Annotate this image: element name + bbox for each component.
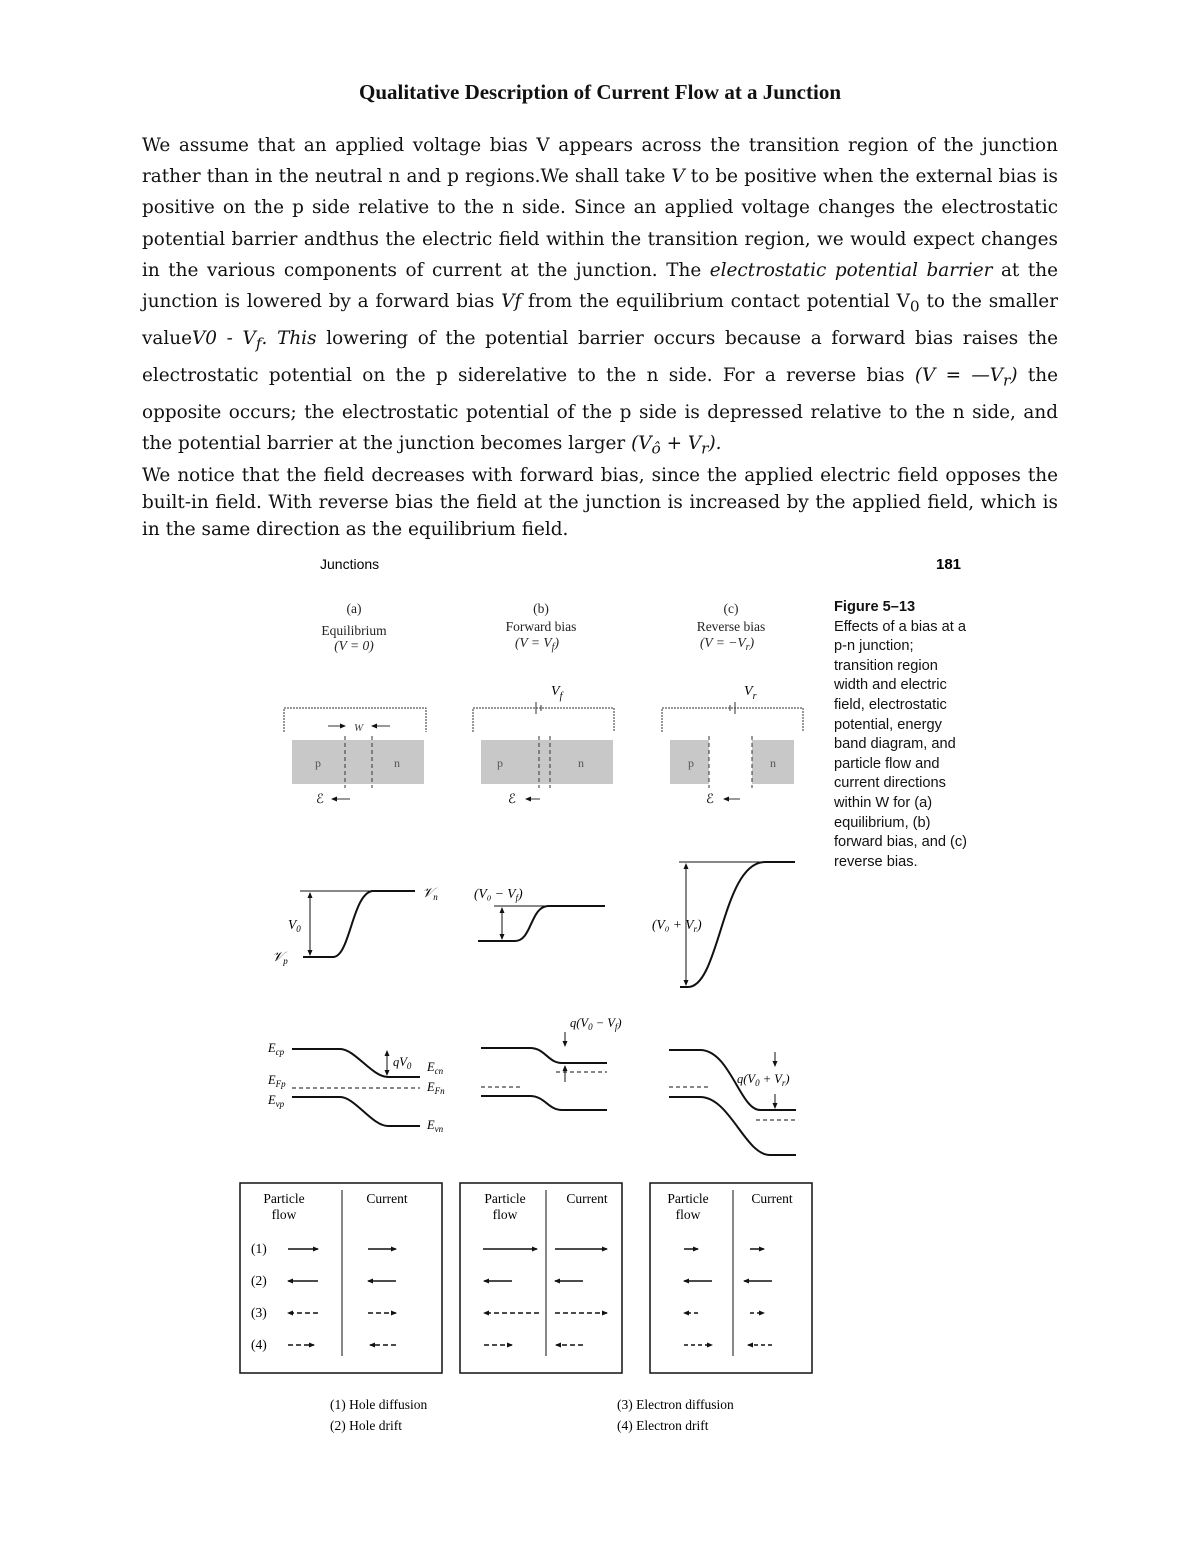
block-c-field-label: ℰ bbox=[706, 791, 714, 806]
panel-b-condition: $(V = V_f)$ bbox=[515, 635, 559, 653]
label-efp: $E_{Fp}$ bbox=[268, 1073, 286, 1089]
potential-curves bbox=[303, 862, 795, 987]
paragraph-1: We assume that an applied voltage bias V appears across the transition region of the junction rather than in the neutral n and p regions.We shall take V to be positive when the external bias is positive on the p side relative to the n side. Since an applied voltage changes the electrostatic potential barrier andthus the electric field within the transition region, we would expect changes in the various components of current at the junction. The electrostatic potential barrier at the junction is lowered by a forward bias Vf from the equilibrium contact potential $V_0$ to the smaller valueV0 - $V_f$. This lowering of the potential barrier occurs because a forward bias raises the electrostatic potential on the p siderelative to the n side. For a reverse bias $(V = —V_r)$ the opposite occurs; the electrostatic potential of the p side is depressed relative to the n side, and the potential barrier at the junction becomes larger $(V_ô + V_r)$. bbox=[142, 135, 1059, 458]
figure-caption-text: Effects of a bias at a p-n junction; transition region width and electric field, electrostatic potential, energy band diagram, and particle flow and current directions within W for (a) equilibrium, (b) forward bias, and (c) reverse bias. bbox=[834, 618, 968, 870]
panel-c-name: Reverse bias bbox=[696, 619, 766, 634]
battery-vf-label: $V_f$ bbox=[551, 684, 563, 702]
junction-block-c bbox=[662, 702, 803, 799]
block-a-n-label: n bbox=[394, 756, 400, 770]
table-a-row-3: (3) bbox=[251, 1305, 267, 1320]
panel-a-condition: (V = 0) bbox=[334, 638, 374, 653]
table-b-current-header: Current bbox=[566, 1191, 608, 1206]
paragraph-2: We notice that the field decreases with forward bias, since the applied electric field opposes the built-in field. With reverse bias the field at the junction is increased by the applied field, which is in the same direction as the equilibrium field. bbox=[142, 465, 1058, 540]
table-b-particle-header-1: Particle bbox=[484, 1191, 526, 1206]
document-title: Qualitative Description of Current Flow at a Junction bbox=[359, 80, 841, 104]
flow-table-b bbox=[460, 1183, 622, 1373]
label-ecp: $E_{cp}$ bbox=[268, 1041, 285, 1057]
block-a-p-label: p bbox=[315, 756, 321, 770]
figure-caption-title: Figure 5–13 bbox=[834, 599, 916, 615]
legend-electron-drift: (4) Electron drift bbox=[617, 1418, 709, 1433]
table-b-particle-header-2: flow bbox=[492, 1207, 518, 1222]
panel-c-condition: $(V = -V_r)$ bbox=[699, 635, 755, 653]
label-rev-barrier: $(V_0 + V_r)$ bbox=[652, 917, 702, 934]
label-vn: 𝒱$_n$ bbox=[422, 885, 438, 902]
flow-table-c bbox=[650, 1183, 812, 1373]
label-evp: $E_{vp}$ bbox=[268, 1093, 285, 1109]
legend-electron-diffusion: (3) Electron diffusion bbox=[617, 1397, 734, 1412]
label-rev-band: $q(V_0 + V_r)$ bbox=[737, 1072, 790, 1088]
panel-b-letter: (b) bbox=[533, 601, 549, 616]
flow-table-a bbox=[240, 1183, 442, 1373]
block-c-n-label: n bbox=[770, 756, 776, 770]
running-head: Junctions bbox=[320, 556, 380, 572]
table-a-row-1: (1) bbox=[251, 1241, 267, 1256]
legend-hole-diffusion: (1) Hole diffusion bbox=[330, 1397, 428, 1412]
label-vp: 𝒱$_p$ bbox=[272, 949, 288, 966]
label-ecn: $E_{cn}$ bbox=[427, 1060, 444, 1076]
battery-vr-label: $V_r$ bbox=[744, 684, 757, 702]
table-c-current-header: Current bbox=[751, 1191, 793, 1206]
block-b-p-label: p bbox=[497, 756, 503, 770]
panel-b-name: Forward bias bbox=[505, 619, 577, 634]
figure-caption bbox=[834, 598, 974, 872]
block-a-field-label: ℰ bbox=[316, 791, 324, 806]
panel-c-letter: (c) bbox=[723, 601, 739, 616]
table-c-particle-header-1: Particle bbox=[667, 1191, 709, 1206]
table-a-row-2: (2) bbox=[251, 1273, 267, 1288]
figure-5-13 bbox=[0, 548, 1200, 1448]
label-fwd-barrier: $(V_0 - V_f)$ bbox=[474, 886, 523, 903]
label-evn: $E_{vn}$ bbox=[427, 1118, 444, 1134]
legend-hole-drift: (2) Hole drift bbox=[330, 1418, 402, 1433]
table-a-particle-header-2: flow bbox=[271, 1207, 297, 1222]
block-c-p-label: p bbox=[688, 756, 694, 770]
label-efn: $E_{Fn}$ bbox=[427, 1080, 445, 1096]
panel-a-letter: (a) bbox=[346, 601, 362, 616]
band-diagram-b bbox=[481, 1032, 607, 1110]
table-c-particle-header-2: flow bbox=[675, 1207, 701, 1222]
page-number: 181 bbox=[936, 556, 962, 573]
table-a-particle-header-1: Particle bbox=[263, 1191, 305, 1206]
table-a-row-4: (4) bbox=[251, 1337, 267, 1352]
panel-a-name: Equilibrium bbox=[321, 623, 387, 638]
block-b-n-label: n bbox=[578, 756, 584, 770]
block-b-field-label: ℰ bbox=[508, 791, 516, 806]
table-a-current-header: Current bbox=[366, 1191, 408, 1206]
label-fwd-band: $q(V_0 - V_f)$ bbox=[570, 1016, 622, 1032]
label-v0: $V_0$ bbox=[288, 917, 301, 934]
block-a-w-label: W bbox=[354, 722, 364, 734]
junction-block-b bbox=[473, 702, 614, 799]
label-qv0: $qV_0$ bbox=[393, 1055, 412, 1071]
band-diagram-c bbox=[669, 1050, 796, 1155]
